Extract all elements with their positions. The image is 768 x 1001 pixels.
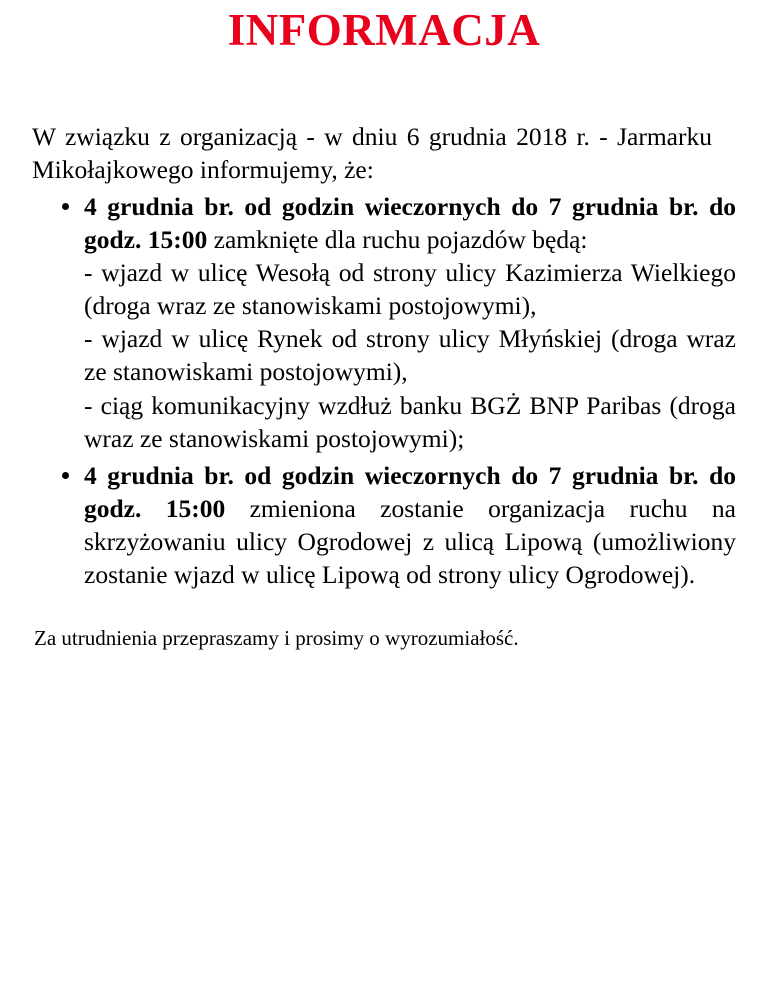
list-item (32, 190, 736, 455)
bullet-lead-bold: 4 grudnia br. od godzin wieczornych do 7 grudnia br. do godz. 15:00 (84, 191, 736, 254)
bullet-lead-rest: zamknięte dla ruchu pojazdów będą: (207, 224, 588, 254)
list-item (32, 459, 736, 592)
bullet-dot-icon (62, 203, 69, 210)
bullet-list (32, 190, 736, 592)
intro-paragraph: W związku z organizacją - w dniu 6 grudnia 2018 r. - Jarmarku Mikołajkowego informujemy, że: (32, 121, 712, 184)
bullet-lead-rest: zmieniona zostanie organizacja ruchu na skrzyżowaniu ulicy Ogrodowej z ulicą Lipową (umożliwiony zostanie wjazd w ulicę Lipową od strony ulicy Ogrodowej). (84, 494, 736, 590)
sub-item: - wjazd w ulicę Rynek od strony ulicy Młyńskiej (droga wraz ze stanowiskami postojowymi), (84, 324, 736, 387)
sub-item: - wjazd w ulicę Wesołą od strony ulicy Kazimierza Wielkiego (droga wraz ze stanowiskami postojowymi), (84, 258, 736, 321)
closing-paragraph: Za utrudnienia przepraszamy i prosimy o wyrozumiałość. (34, 626, 519, 651)
bullet-lead-bold: 4 grudnia br. od godzin wieczornych do 7 grudnia br. do godz. 15:00 (84, 460, 736, 524)
document-page (0, 6, 768, 1001)
page-title: INFORMACJA (227, 5, 541, 55)
bullet-lead (84, 459, 736, 592)
sub-item: - ciąg komunikacyjny wzdłuż banku BGŻ BNP Paribas (droga wraz ze stanowiskami postojowymi); (84, 390, 736, 453)
bullet-dot-icon (62, 472, 69, 479)
bullet-lead (84, 190, 736, 256)
